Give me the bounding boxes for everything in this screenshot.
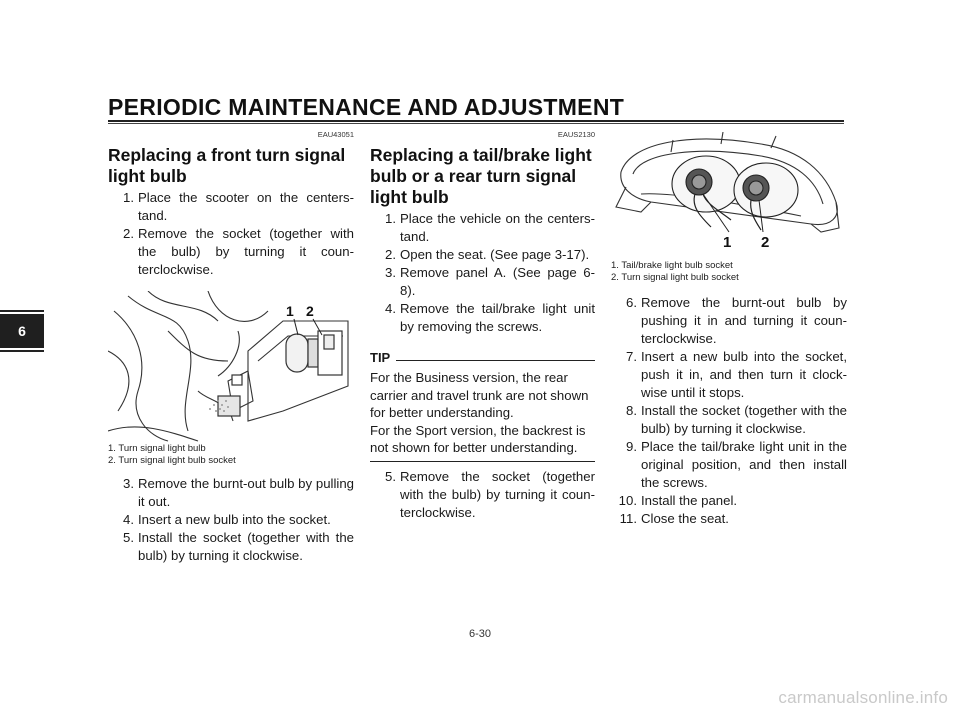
step-item: 5. Remove the socket (together with the bulb) by turning it coun-terclockwise. [385, 468, 595, 520]
section-title: Replacing a tail/brake light bulb or a rear turn signal light bulb [370, 145, 592, 207]
figure-label-2: 2 [306, 303, 314, 319]
watermark: carmanualsonline.info [778, 688, 948, 707]
tail-light-illustration [611, 132, 847, 260]
step-item: 3. Remove the burnt-out bulb by pulling it out. [123, 476, 354, 509]
figure-caption-2: 2. Turn signal light bulb socket [611, 272, 739, 283]
front-turn-signal-illustration [108, 291, 354, 443]
step-item: 4. Insert a new bulb into the socket. [123, 512, 331, 527]
steps-list [370, 468, 595, 522]
step-item: 2. Open the seat. (See page 3-17). [385, 247, 590, 262]
step-item: 11. Close the seat. [619, 511, 729, 526]
page-number: 6-30 [468, 628, 492, 640]
step-item: 1. Place the scooter on the centers-tand. [123, 190, 354, 223]
header-rule [108, 120, 844, 122]
front-turn-signal-section [108, 130, 354, 565]
section-code: EAU43051 [317, 130, 354, 139]
chapter-tab-rule-bottom [0, 350, 44, 352]
step-item: 2. Remove the socket (together with the bulb) by turning it coun-terclockwise. [123, 226, 354, 277]
steps-list [108, 189, 354, 279]
chapter-tab-rule-top [0, 310, 44, 312]
tip-heading [370, 350, 595, 365]
step-item: 3. Remove panel A. (See page 6-8). [385, 265, 595, 298]
rear-light-continued [611, 132, 847, 528]
rear-light-section [370, 130, 595, 522]
step-item: 6. Remove the burnt-out bulb by pushing it in and turning it coun-terclockwise. [626, 295, 847, 346]
figure-label-1: 1 [286, 303, 294, 319]
step-item: 5. Install the socket (together with the bulb) by turning it clockwise. [123, 530, 354, 563]
section-code: EAUS2130 [557, 130, 595, 139]
section-title: Replacing a front turn signal light bulb [108, 145, 346, 186]
tail-light-figure [611, 132, 847, 260]
figure-label-2: 2 [761, 234, 770, 251]
chapter-tab: 6 [0, 314, 44, 348]
header-rule-thin [108, 123, 844, 124]
tip-line: For the Sport version, the backrest is not shown for better understanding. [370, 422, 586, 455]
tip-end-rule [370, 461, 595, 462]
steps-list [108, 475, 354, 565]
step-item: 1. Place the vehicle on the centers-tand. [385, 211, 595, 244]
figure-caption-2: 2. Turn signal light bulb socket [108, 455, 236, 466]
tip-rule [396, 360, 595, 361]
figure-caption-1: 1. Tail/brake light bulb socket [611, 260, 733, 271]
step-item: 10. Install the panel. [618, 493, 738, 508]
steps-list [611, 294, 847, 528]
page-header-title: PERIODIC MAINTENANCE AND ADJUSTMENT [108, 94, 625, 120]
steps-list [370, 210, 595, 336]
step-item: 7. Insert a new bulb into the socket, push it in, and then turn it clock-wise until it stops. [626, 349, 847, 400]
front-turn-signal-figure [108, 291, 354, 443]
figure-caption-1: 1. Turn signal light bulb [108, 443, 206, 454]
figure-label-1: 1 [723, 234, 732, 251]
step-item: 8. Install the socket (together with the bulb) by turning it clockwise. [626, 403, 847, 436]
step-item: 4. Remove the tail/brake light unit by removing the screws. [385, 301, 595, 334]
tip-line: For the Business version, the rear carrier and travel trunk are not shown for better understanding. [370, 370, 589, 420]
tip-label: TIP [370, 350, 391, 365]
step-item: 9. Place the tail/brake light unit in the original position, and then install the screws. [626, 439, 847, 490]
